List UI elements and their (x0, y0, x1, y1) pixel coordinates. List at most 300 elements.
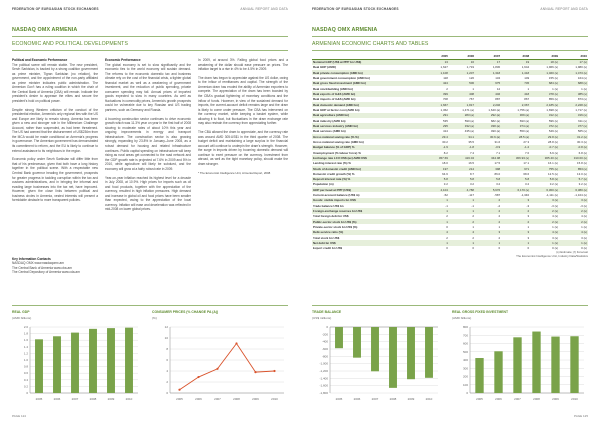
table-cell: -3 (526, 203, 530, 208)
table-cell: 5.8 (475, 177, 501, 182)
table-cell: 2 (449, 219, 475, 224)
x-tick-label: 2010 (125, 397, 133, 401)
row-label: Gross national saving rate (% %) (312, 134, 428, 139)
table-cell: 3 (527, 214, 530, 219)
table-cell: 3 (s) (581, 235, 587, 240)
y-tick-label: 8 (166, 347, 168, 351)
chart-real-gdp-title: REAL GDP (12, 310, 30, 314)
x-tick-label: 2006 (495, 397, 502, 401)
table-cell: 867 (524, 97, 530, 102)
table-cell: 8.2 (443, 150, 448, 155)
table-cell: -0.7 (s) (530, 145, 559, 150)
chart-consumer-prices-title: CONSUMER PRICES (% CHANGE PA (A)) (152, 310, 219, 314)
table-cell: 3 (s) (552, 235, 559, 240)
table-cell: 2,228 (s) (559, 102, 588, 107)
table-cell: 31.6 (494, 139, 501, 144)
table-cell: 2 (475, 198, 501, 203)
x-tick-label: 2009 (407, 397, 415, 401)
table-cell: 1,627 (440, 65, 448, 70)
row-label: Current-account balance (US$ m) (313, 193, 360, 198)
y-tick-label: 1.4 (23, 344, 28, 349)
table-cell: 3.2 (525, 182, 530, 187)
table-cell: 3.2 (s) (549, 182, 559, 187)
y-tick-label: 0.8 (23, 364, 28, 369)
table-cell: 332 (a) (449, 123, 475, 128)
table-cell: 385 (s) (559, 91, 588, 96)
table-cell: 7.1 (496, 150, 501, 155)
table-cell: 424 (428, 81, 449, 86)
table-cell: 3 (475, 230, 501, 235)
table-cell: -117 (468, 193, 475, 198)
table-cell: 2,367 (501, 102, 530, 107)
table-cell: 118 (443, 75, 448, 80)
x-tick-label: 2008 (233, 397, 240, 401)
table-cell: 377 (s) (559, 123, 588, 128)
table-cell: 2 (475, 208, 501, 213)
table-cell: 418 (501, 91, 530, 96)
y-tick-label: -1,800 (319, 391, 328, 395)
y-tick-label: -1,200 (319, 369, 328, 373)
table-cell: -1 (445, 203, 448, 208)
table-cell: 688 (s) (559, 81, 588, 86)
table-cell: 2 (446, 86, 448, 91)
right-header-org: FEDERATION OF EUROASIAN STOCK EXCHANGES (312, 7, 399, 11)
table-cell: 1 (s) (552, 86, 559, 91)
table-cell: 2 (498, 235, 501, 240)
data-point (178, 389, 180, 391)
bar (353, 327, 361, 358)
row-label: Population (m) (313, 182, 334, 187)
row-label: Real exports of G&S (AMD bn) (312, 91, 428, 96)
y-tick-label: 500 (462, 349, 468, 354)
x-tick-label: 2009 (552, 397, 559, 401)
table-cell: 7.4 (469, 150, 475, 155)
y-tick-label: 1.6 (23, 338, 28, 343)
table-cell: 2 (s) (530, 208, 559, 213)
table-cell: 4 (428, 230, 449, 235)
table-cell: 671 (501, 166, 530, 171)
table-cell: 3 (501, 198, 530, 203)
table-cell: 1 (527, 86, 530, 91)
col3-paragraph-1: In 2009, at around 3%. Falling global food prices and a weakening of the dollar should ease pressure on prices. The inflation target is a rise in 4% to be 4.5% in 2009. (198, 58, 288, 72)
row-label: Exchange rate LCU:US$ (av) AMD:US$ (312, 155, 428, 160)
table-cell: 0 (446, 225, 448, 230)
table-cell: 565 (s) (577, 129, 587, 134)
table-cell: 2 (498, 214, 501, 219)
table-cell: 30.3 (s) (577, 139, 587, 144)
left-header-org: FEDERATION OF EUROASIAN STOCK EXCHANGES (12, 7, 99, 11)
col1-heading: Political and Economic Performance (12, 58, 68, 62)
table-cell: 0 (527, 246, 530, 251)
chart-trade-balance (312, 324, 442, 402)
y-tick-label: 200 (462, 374, 468, 379)
row-label: Real agriculture (AMD bn) (312, 113, 428, 118)
col3-footnote: * The Economist Intelligence Unit, Armenia Report, 2008 (198, 170, 271, 175)
left-page-number: PAGE 124 (12, 414, 26, 418)
x-tick-label: 2006 (353, 397, 361, 401)
table-cell: 310.00 (s) (559, 155, 588, 160)
x-tick-label: 2008 (389, 397, 397, 401)
table-cell: 0 (498, 246, 501, 251)
row-label: Lending interest rate (%) % (313, 161, 351, 166)
left-title-rule (12, 36, 288, 37)
table-cell: 3 (s) (530, 198, 559, 203)
y-tick-label: 300 (462, 366, 468, 371)
right-subtitle-rule (312, 50, 588, 51)
x-tick-label: 2005 (35, 397, 43, 401)
left-page-subtitle: ECONOMIC AND POLITICAL DEVELOPMENTS (12, 41, 129, 47)
table-cell: 3.2 (s) (578, 182, 587, 187)
table-cell: 68.6 (523, 171, 530, 176)
table-cell: 305.40 (s) (530, 155, 559, 160)
table-cell: 7.0 (525, 150, 530, 155)
table-cell: 1,756 (a) (517, 107, 530, 112)
table-cell: 596 (s) (548, 118, 559, 123)
table-cell: 3.2 (496, 182, 501, 187)
table-cell: 13.0 (s) (577, 171, 587, 176)
year-header: 2008 (501, 54, 530, 59)
table-cell: -1,111 (s) (545, 193, 559, 198)
x-tick-label: 2010 (271, 397, 278, 401)
table-cell: 283 (a) (449, 113, 475, 118)
table-cell: -1.9 (428, 145, 449, 150)
y-tick-label: 1.0 (23, 358, 28, 362)
row-label: Real GDP at factor cost (AMD bn) (313, 107, 360, 112)
row-label: Real industry (AMD bn) (313, 118, 346, 123)
table-cell: 164 (s) (577, 75, 587, 80)
row-label: Private-sector stock bn US$ (%) (313, 225, 358, 230)
bar (371, 327, 379, 371)
col2-heading: Economic Performance (105, 58, 141, 62)
table-cell: 3 (501, 230, 530, 235)
table-cell: 2 (s) (530, 219, 559, 224)
table-cell: 316 (s) (559, 113, 588, 118)
col2-paragraph-2: A booming construction sector continues to drive economic growth which was 11.3% year on year in the first half of 2008 slowing to moderate rates of about 10% this year and ongoing improvements in energy and transport infrastructure. The construction sector is also growing strongly, expanding by 23.8% in January–June 2008, as a robust demand for housing and related infrastructure continues. Public capital spending on infrastructure will keep rising as rural areas get connected to the road network and the GDP growth rate is projected at 7.6% in 2009 and 5% in 2010, while agriculture will likely be subdued, and the economy will grow at a fairly robust rate in 2009. (105, 116, 191, 171)
table-cell: 5.7 (s) (559, 177, 588, 182)
table-cell: 17 (s) (559, 59, 588, 64)
row-label: Public-sector stock bn US$ (%) (312, 219, 428, 224)
table-cell: 2 (501, 208, 530, 213)
y-tick-label: 700 (462, 333, 468, 338)
text-column-3 (198, 58, 288, 179)
y-tick-label: -800 (321, 354, 328, 359)
y-tick-label: 0.2 (23, 384, 28, 389)
x-tick-label: 2008 (533, 397, 540, 401)
table-cell: 13 (428, 59, 449, 64)
table-cell: 3.2 (469, 182, 475, 187)
table-cell: 16.1 (s) (548, 161, 559, 166)
year-header: 2010 (559, 54, 588, 59)
row-label: Deposit interest rate (%) % (312, 177, 428, 182)
row-label: Total stock bn US$ (313, 235, 340, 240)
row-label: Real services (AMD bn) (313, 129, 346, 134)
table-note-source: The Economist Intelligence Unit, Industry Data/Statistics (516, 254, 588, 258)
table-cell: 18 (s) (530, 59, 559, 64)
table-cell: 745 (501, 81, 530, 86)
y-tick-label: 0 (166, 391, 168, 395)
table-cell: 1,460 (s) (530, 70, 559, 75)
table-cell: 853 (s) (559, 166, 588, 171)
table-cell: 12 (496, 86, 501, 91)
table-cell: 414 (442, 129, 448, 134)
x-tick-label: 2007 (214, 397, 221, 401)
bar (335, 327, 343, 348)
table-cell: 408 (449, 91, 475, 96)
table-cell: 1,717 (s) (575, 107, 587, 112)
y-tick-label: 4 (166, 369, 168, 373)
table-cell: 0 (s) (552, 246, 559, 251)
table-cell: 767 (469, 97, 475, 102)
bar (125, 328, 133, 393)
table-cell: -3 (s) (551, 203, 559, 208)
table-cell: 887 (495, 97, 501, 102)
bar (107, 328, 115, 393)
table-cell: 1 (449, 240, 475, 245)
chart-investment-unit: (AMD billions) (452, 316, 472, 320)
table-cell: 8.7 (469, 171, 475, 176)
row-label: Stock of domestic credit (AMD bn) (312, 166, 428, 171)
bar (89, 329, 97, 393)
bar (425, 327, 433, 378)
table-cell: 446 (475, 91, 501, 96)
data-point (254, 371, 256, 373)
table-cell: 214 (449, 166, 475, 171)
chart-trade-balance-unit: (US$ millions) (312, 316, 332, 320)
table-cell: 149 (524, 75, 530, 80)
bar (532, 332, 540, 393)
bar (551, 337, 559, 393)
table-cell: 378 (s) (530, 91, 559, 96)
table-cell: 2 (s) (559, 219, 588, 224)
table-cell: 1,698 (s) (546, 107, 559, 112)
table-note (516, 250, 588, 258)
row-label: Gross national saving rate (AMD bn) (313, 139, 364, 144)
table-cell: 17.1 (523, 161, 530, 166)
table-cell: 338 (a) (475, 123, 501, 128)
table-cell: 155 (s) (548, 75, 559, 80)
table-cell: 1,667 (428, 102, 449, 107)
table-cell: 2 (475, 219, 501, 224)
table-cell: 0 (446, 246, 448, 251)
table-cell: 457.69 (428, 155, 449, 160)
table-cell: 6.9 (s) (549, 150, 559, 155)
table-cell: 16.5 (468, 161, 475, 166)
y-tick-label: 0.6 (23, 371, 28, 376)
table-cell: 1,719 (466, 65, 475, 70)
contact-line[interactable]: NASDAQ OMX www.nasdaqomx.am (12, 261, 64, 266)
text-column-2 (105, 58, 191, 216)
table-cell: 1,318 (475, 70, 501, 75)
table-cell: -1.2 (501, 145, 530, 150)
row-label: Real services industry (AMD bn) (312, 123, 428, 128)
table-cell: 1 (472, 86, 475, 91)
table-cell: 29.4 (428, 134, 449, 139)
table-cell: 6.8 (s) (578, 150, 587, 155)
row-label: Real government consumption (AMD bn) (313, 75, 370, 80)
table-cell: 2 (501, 219, 530, 224)
table-cell: -3 (s) (580, 203, 587, 208)
table-cell: 1,207 (449, 70, 475, 75)
table-cell: 291 (428, 113, 449, 118)
table-cell: 1 (428, 240, 449, 245)
table-cell: 590 (a) (464, 118, 475, 123)
data-point (273, 370, 275, 372)
table-cell: -1,340 (520, 193, 530, 198)
table-cell: 4 (s) (581, 214, 587, 219)
y-tick-label: 100 (462, 382, 468, 387)
table-cell: 398 (475, 166, 501, 171)
table-cell: 4,788 (449, 187, 475, 192)
table-cell: 549 (s) (548, 129, 559, 134)
table-cell: 126 (469, 75, 475, 80)
row-label: Budget balance (% of GDP) % (312, 145, 428, 150)
x-tick-label: 2005 (176, 397, 183, 401)
y-tick-label: 0 (26, 391, 28, 395)
table-cell: 12.5 (s) (548, 171, 559, 176)
table-cell: -1 (471, 203, 475, 208)
row-label: Real domestic demand (AMD bn) (312, 102, 428, 107)
row-label: Real imports of G&S (AMD bn) (313, 97, 356, 102)
x-tick-label: 2005 (476, 397, 483, 401)
table-cell: 64.6 (442, 171, 448, 176)
chart-consumer-prices-unit: (%) (152, 316, 157, 320)
x-tick-label: 2008 (89, 397, 97, 401)
table-cell: 134 (495, 75, 501, 80)
table-cell: 374 (a) (501, 123, 530, 128)
x-tick-label: 2010 (571, 397, 578, 401)
y-tick-label: 2 (166, 380, 168, 384)
bar (475, 358, 483, 393)
table-cell: 1 (449, 208, 475, 213)
table-cell: 1 (428, 219, 449, 224)
left-header-report: ANNUAL REPORT AND DATA (240, 7, 288, 11)
table-cell: 30.6 (a) (475, 134, 501, 139)
table-cell: 4 (s) (552, 214, 559, 219)
table-cell: 34.1 (449, 134, 475, 139)
table-cell: 1,471 (a) (462, 107, 475, 112)
bar (53, 336, 61, 393)
table-cell: 1 (527, 225, 530, 230)
contact-line[interactable]: The Central Depository of Armenia www.cda.am (12, 270, 80, 275)
table-cell: 6,170 (s) (501, 187, 530, 192)
table-cell: 4 (449, 230, 475, 235)
right-header-report: ANNUAL REPORT AND DATA (540, 7, 588, 11)
table-cell: 295 (428, 123, 449, 128)
data-point (197, 376, 199, 378)
table-cell: 1,830 (492, 65, 501, 70)
table-cell: 3 (s) (559, 198, 588, 203)
y-tick-label: 0 (466, 391, 468, 395)
y-tick-label: 2.0 (23, 325, 28, 329)
table-cell: 6,300 (s) (530, 187, 559, 192)
table-note-estimate: (s) Estimate; (f) Forecast (556, 250, 588, 254)
table-cell: 1 (s) (530, 240, 559, 245)
col3-paragraph-2: The dram has begun to appreciate against the US dollar, owing to the inflow of remittances and capital. The strength of the Armenian dram has eroded the ability of Armenian exporters to compete. The appreciation of the dram has been boosted by the CBA's gradual tightening of monetary conditions and the inflow of funds. However, in view of the sustained demand for imports, the current-account deficit remains large and the dram is likely to come under pressure. The CBA has intervened on the currency market, while keeping a basket system, while allowing it to float, but fluctuations in the dram exchange rate may also restrain the currency from appreciating further. (198, 75, 288, 126)
table-cell: 1,817 (449, 102, 475, 107)
x-tick-label: 2010 (425, 397, 433, 401)
row-label: Unemployment (% labour force) % (313, 150, 361, 155)
table-cell: 1,640 (a) (488, 107, 501, 112)
x-tick-label: 2009 (107, 397, 115, 401)
bar (570, 336, 578, 393)
data-point (235, 342, 237, 344)
table-cell: 19 (501, 59, 530, 64)
table-cell: -1.8 (449, 145, 475, 150)
left-page-title: NASDAQ OMX ARMENIA (12, 27, 78, 33)
y-tick-label: 0.4 (23, 377, 28, 382)
table-cell: 1 (s) (559, 240, 588, 245)
table-cell: 342.08 (475, 155, 501, 160)
year-header: 2006 (449, 54, 475, 59)
table-cell: 27.3 (523, 139, 530, 144)
table-cell: -1,104 (s) (574, 193, 587, 198)
text-column-1 (12, 58, 98, 207)
bar (494, 351, 502, 393)
right-page (300, 0, 600, 424)
table-cell: 550 (a) (519, 129, 530, 134)
contact-line[interactable]: The Central Bank of Armenia www.cba.am (12, 265, 72, 270)
y-tick-label: -1,000 (319, 361, 328, 366)
table-cell: 535 (442, 118, 448, 123)
y-tick-label: 12 (164, 325, 168, 329)
table-cell: 28.5 (a) (501, 134, 530, 139)
table-cell: 755 (s) (530, 166, 559, 171)
x-tick-label: 2006 (53, 397, 61, 401)
table-cell: 873 (s) (577, 97, 587, 102)
table-cell: 2 (s) (559, 208, 588, 213)
table-cell: 197 (428, 166, 449, 171)
table-cell: 17.5 (494, 161, 501, 166)
table-cell: 86.0 (494, 171, 501, 176)
table-cell: 611 (s) (578, 118, 587, 123)
table-cell: 4 (s) (559, 230, 588, 235)
row-label: Real stockbuilding (AMD bn) (313, 86, 353, 91)
bar (71, 333, 79, 393)
table-cell: 1 (472, 225, 475, 230)
table-cell: -587 (494, 193, 501, 198)
table-cell: 1 (s) (581, 86, 587, 91)
table-cell: 1,980 (s) (575, 65, 587, 70)
data-point (216, 368, 218, 370)
row-label: Trade balance US$ bn (313, 203, 344, 208)
table-cell: 859 (s) (548, 97, 559, 102)
table-cell: 0 (472, 246, 475, 251)
table-cell: 399 (428, 91, 449, 96)
table-cell: 306.93 (s) (501, 155, 530, 160)
row-label: Foreign-exchange reserves bn US$ (312, 208, 428, 213)
series-line (180, 344, 275, 390)
col1-paragraph-2: Despite strong Western criticism of the conduct of the presidential election, Armenia's only regional ties with the US and Europe are likely to remain strong. Armenia has been given a new and stronger role in the Millennium Challenge Account, rather than suspended, as had been threatened. The US had warned that the disbursement of US$236m from the MCA would be made conditional on Armenia's progress in governance. The Armenian government has demonstrated its commitment to reform, and the EU is likely to continue to extend assistance to its neighbours in the region. (12, 107, 98, 153)
table-body (312, 59, 588, 251)
key-contacts (12, 257, 132, 275)
table-cell: 1 (498, 225, 501, 230)
table-cell: 5,676 (475, 187, 501, 192)
y-tick-label: 400 (462, 358, 468, 362)
table-cell: 2 (472, 235, 475, 240)
table-cell: -2 (497, 203, 501, 208)
table-cell: 416.04 (449, 155, 475, 160)
table-cell: 292 (a) (475, 113, 501, 118)
table-cell: -52 (443, 193, 448, 198)
y-tick-label: -1,400 (319, 376, 328, 381)
table-cell: 30.2 (442, 139, 448, 144)
row-label: GDP per head at PPP (US$) (312, 187, 428, 192)
x-tick-label: 2006 (195, 397, 202, 401)
table-cell: 5.8 (449, 177, 475, 182)
bar (513, 337, 521, 393)
right-page-subtitle: ARMENIAN ECONOMIC CHARTS AND TABLES (312, 41, 429, 47)
table-cell: 1 (475, 240, 501, 245)
